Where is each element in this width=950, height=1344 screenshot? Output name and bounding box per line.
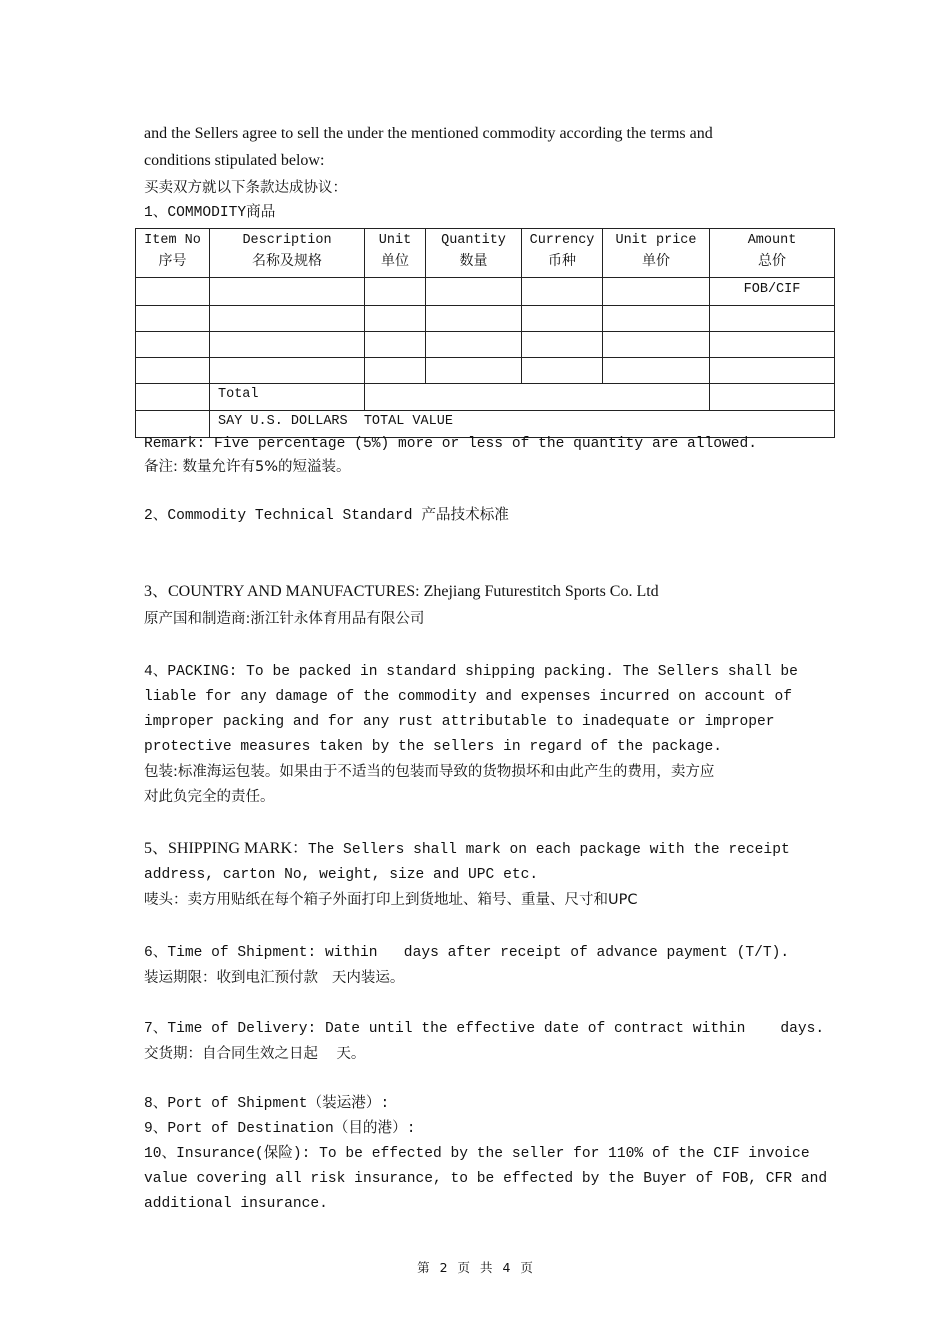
header-quantity: Quantity 数量 bbox=[426, 229, 522, 278]
section-3-manufacturer-cn: 原产国和制造商:浙江针永体育用品有限公司 bbox=[144, 611, 425, 627]
section-4-packing-cn-1: 包装:标准海运包装。如果由于不适当的包装而导致的货物损坏和由此产生的费用，卖方应 bbox=[144, 764, 715, 780]
section-3-manufacturer: 3、COUNTRY AND MANUFACTURES: Zhejiang Futurestitch Sports Co. Ltd bbox=[144, 583, 659, 600]
section-6-time-of-shipment: 6、Time of Shipment: within days after receipt of advance payment (T/T). bbox=[144, 945, 790, 961]
commodity-heading: 1、COMMODITY商品 bbox=[144, 205, 276, 221]
table-header-row bbox=[136, 229, 835, 278]
section-4-packing-line-3: improper packing and for any rust attributable to inadequate or improper bbox=[144, 714, 775, 730]
section-4-packing-cn-2: 对此负完全的责任。 bbox=[144, 789, 275, 805]
page-number-footer: 第 2 页 共 4 页 bbox=[417, 1260, 533, 1275]
section-10-insurance-line-3: additional insurance. bbox=[144, 1196, 328, 1212]
section-7-time-of-delivery-cn: 交货期：自合同生效之日起 天。 bbox=[144, 1046, 366, 1062]
section-5-shipping-mark-line-2: address, carton No, weight, size and UPC etc. bbox=[144, 867, 539, 883]
section-2-technical-standard: 2、Commodity Technical Standard 产品技术标准 bbox=[144, 508, 509, 524]
table-row bbox=[136, 306, 835, 332]
fob-cif-label: FOB/CIF bbox=[710, 278, 835, 306]
commodity-table bbox=[135, 228, 835, 438]
intro-line-cn: 买卖双方就以下条款达成协议： bbox=[144, 180, 347, 196]
shipping-mark-text: The Sellers shall mark on each package with the receipt bbox=[308, 842, 790, 858]
section-4-packing-line-2: liable for any damage of the commodity and expenses incurred on account of bbox=[144, 689, 793, 705]
intro-line-2: conditions stipulated below: bbox=[144, 152, 325, 169]
section-8-port-of-shipment: 8、Port of Shipment（装运港）: bbox=[144, 1096, 390, 1112]
section-6-time-of-shipment-cn: 装运期限：收到电汇预付款 天内装运。 bbox=[144, 970, 405, 986]
remark-en: Remark: Five percentage (5%) more or less of the quantity are allowed. bbox=[144, 436, 758, 452]
section-9-port-of-destination: 9、Port of Destination（目的港）: bbox=[144, 1121, 416, 1137]
header-item-no: Item No 序号 bbox=[136, 229, 210, 278]
total-row bbox=[136, 384, 835, 411]
remark-cn: 备注: 数量允许有5%的短溢装。 bbox=[144, 459, 351, 475]
header-description: Description 名称及规格 bbox=[210, 229, 365, 278]
header-amount: Amount 总价 bbox=[710, 229, 835, 278]
shipping-mark-heading: 5、SHIPPING MARK： bbox=[144, 840, 309, 857]
section-4-packing-line-1: 4、PACKING: To be packed in standard shipping packing. The Sellers shall be bbox=[144, 664, 798, 680]
section-5-shipping-mark-cn: 唛头：卖方用贴纸在每个箱子外面打印上到货地址、箱号、重量、尺寸和UPC bbox=[144, 892, 638, 908]
intro-line-1: and the Sellers agree to sell the under the mentioned commodity according the terms and bbox=[144, 125, 713, 142]
table-row bbox=[136, 332, 835, 358]
say-total-value-label: SAY U.S. DOLLARS TOTAL VALUE bbox=[210, 411, 835, 438]
section-7-time-of-delivery: 7、Time of Delivery: Date until the effective date of contract within days. bbox=[144, 1021, 825, 1037]
section-5-shipping-mark-line-1 bbox=[144, 839, 790, 860]
table-row bbox=[136, 358, 835, 384]
section-4-packing-line-4: protective measures taken by the sellers in regard of the package. bbox=[144, 739, 723, 755]
section-10-insurance-line-1: 10、Insurance(保险): To be effected by the seller for 110% of the CIF invoice bbox=[144, 1146, 810, 1162]
header-unit-price: Unit price 单价 bbox=[603, 229, 710, 278]
total-label: Total bbox=[210, 384, 365, 411]
header-unit: Unit 单位 bbox=[365, 229, 426, 278]
table-row bbox=[136, 278, 835, 306]
section-10-insurance-line-2: value covering all risk insurance, to be effected by the Buyer of FOB, CFR and bbox=[144, 1171, 828, 1187]
header-currency: Currency 币种 bbox=[522, 229, 603, 278]
